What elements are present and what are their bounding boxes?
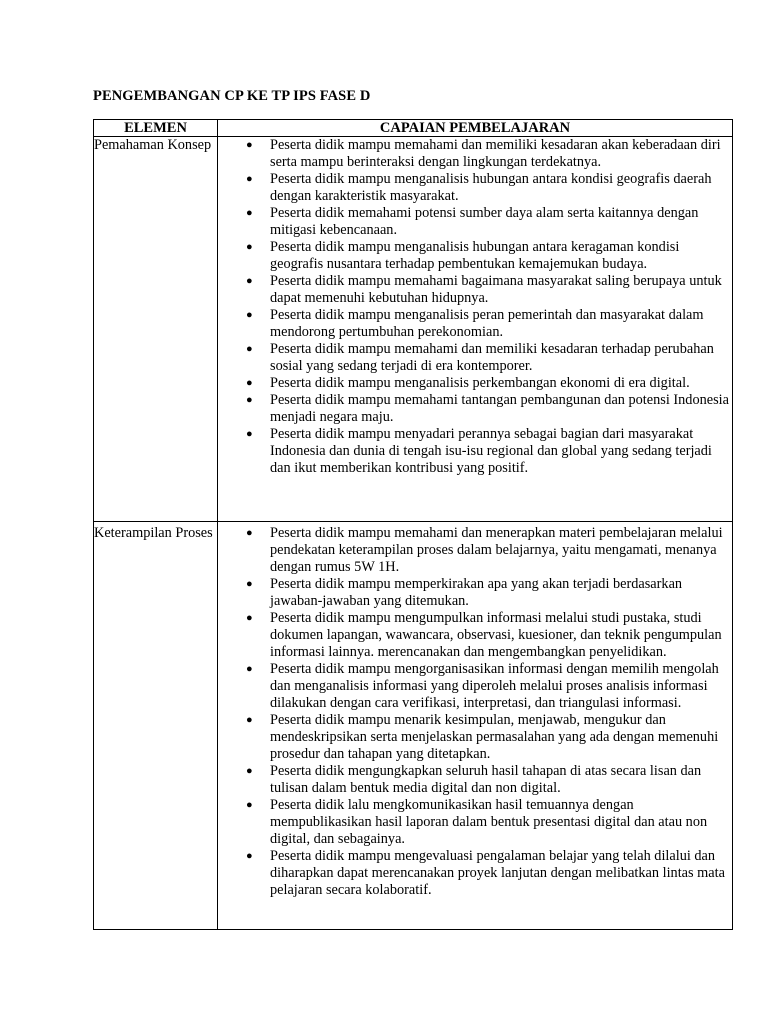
list-item	[246, 137, 732, 171]
list-item	[246, 307, 732, 341]
list-item	[246, 392, 732, 426]
bullet-icon: ●	[246, 428, 253, 440]
capaian-cell	[218, 137, 733, 522]
list-item	[246, 763, 732, 797]
list-item	[246, 239, 732, 273]
list-item-text: Peserta didik mampu memahami dan memiliki kesadaran terhadap perubahan sosial yang sedang terjadi di era kontemporer.	[270, 341, 714, 374]
elemen-cell: Keterampilan Proses	[94, 522, 218, 930]
document-title: PENGEMBANGAN CP KE TP IPS FASE D	[93, 88, 371, 104]
bullet-icon: ●	[246, 612, 253, 624]
list-item	[246, 341, 732, 375]
list-item-text: Peserta didik mengungkapkan seluruh hasil tahapan di atas secara lisan dan tulisan dalam bentuk media digital dan non digital.	[270, 763, 702, 796]
list-item-text: Peserta didik mampu memahami dan menerapkan materi pembelajaran melalui pendekatan keterampilan proses dalam belajarnya, yaitu mengamati, menanya dengan rumus 5W 1H.	[270, 525, 723, 575]
bullet-icon: ●	[246, 377, 253, 389]
table-row	[94, 137, 733, 522]
header-elemen: ELEMEN	[94, 120, 218, 137]
list-item	[246, 712, 732, 763]
list-item-text: Peserta didik mampu mengevaluasi pengalaman belajar yang telah dilalui dan diharapkan dapat merencanakan proyek lanjutan dengan melibatkan lintas mata pelajaran secara kolaboratif.	[270, 848, 725, 898]
table-row	[94, 522, 733, 930]
bullet-icon: ●	[246, 275, 253, 287]
cp-table	[93, 119, 733, 930]
bullet-icon: ●	[246, 139, 253, 151]
list-item	[246, 273, 732, 307]
bullet-icon: ●	[246, 207, 253, 219]
list-item	[246, 375, 732, 392]
list-item-text: Peserta didik mampu mengorganisasikan informasi dengan memilih mengolah dan menganalisis informasi yang diperoleh melalui proses analisis informasi dilakukan dengan cara verifikasi, interpretasi, dan triangulasi informasi.	[270, 661, 719, 711]
list-item	[246, 610, 732, 661]
list-item-text: Peserta didik mampu menganalisis peran pemerintah dan masyarakat dalam mendorong pertumbuhan perekonomian.	[270, 307, 704, 340]
bullet-icon: ●	[246, 850, 253, 862]
list-item-text: Peserta didik mampu mengumpulkan informasi melalui studi pustaka, studi dokumen lapangan, wawancara, observasi, kuesioner, dan teknik pengumpulan informasi lainnya. merencanakan dan mengembangkan penyelidikan.	[270, 610, 722, 660]
list-item	[246, 797, 732, 848]
list-item	[246, 848, 732, 899]
list-item	[246, 205, 732, 239]
list-item-text: Peserta didik mampu memahami dan memiliki kesadaran akan keberadaan diri serta mampu berinteraksi dengan lingkungan terdekatnya.	[270, 137, 721, 170]
bullet-icon: ●	[246, 394, 253, 406]
list-item	[246, 171, 732, 205]
bullet-icon: ●	[246, 765, 253, 777]
list-item	[246, 576, 732, 610]
bullet-icon: ●	[246, 241, 253, 253]
list-item	[246, 525, 732, 576]
list-item-text: Peserta didik mampu memahami tantangan pembangunan dan potensi Indonesia menjadi negara maju.	[270, 392, 729, 425]
capaian-cell	[218, 522, 733, 930]
list-item-text: Peserta didik mampu menganalisis hubungan antara keragaman kondisi geografis nusantara terhadap pembentukan kemajemukan budaya.	[270, 239, 680, 272]
bullet-icon: ●	[246, 714, 253, 726]
bullet-icon: ●	[246, 309, 253, 321]
header-capaian: CAPAIAN PEMBELAJARAN	[218, 120, 733, 137]
bullet-icon: ●	[246, 578, 253, 590]
list-item-text: Peserta didik memahami potensi sumber daya alam serta kaitannya dengan mitigasi kebencanaan.	[270, 205, 699, 238]
bullet-icon: ●	[246, 343, 253, 355]
list-item-text: Peserta didik mampu menarik kesimpulan, menjawab, mengukur dan mendeskripsikan serta menjelaskan permasalahan yang ada dengan memenuhi prosedur dan tahapan yang ditetapkan.	[270, 712, 719, 762]
list-item-text: Peserta didik mampu memahami bagaimana masyarakat saling berupaya untuk dapat memenuhi kebutuhan hidupnya.	[270, 273, 722, 306]
bullet-icon: ●	[246, 527, 253, 539]
table-header-row	[94, 120, 733, 137]
elemen-cell: Pemahaman Konsep	[94, 137, 218, 522]
bullet-icon: ●	[246, 663, 253, 675]
list-item	[246, 426, 732, 477]
list-item-text: Peserta didik mampu menganalisis perkembangan ekonomi di era digital.	[270, 375, 690, 391]
list-item-text: Peserta didik lalu mengkomunikasikan hasil temuannya dengan mempublikasikan hasil laporan dalam bentuk presentasi digital dan atau non digital, dan sebagainya.	[270, 797, 708, 847]
bullet-icon: ●	[246, 173, 253, 185]
bullet-icon: ●	[246, 799, 253, 811]
list-item-text: Peserta didik mampu menganalisis hubungan antara kondisi geografis daerah dengan karakteristik masyarakat.	[270, 171, 712, 204]
capaian-list	[218, 137, 732, 477]
capaian-list	[218, 525, 732, 899]
list-item-text: Peserta didik mampu menyadari perannya sebagai bagian dari masyarakat Indonesia dan dunia di tengah isu-isu regional dan global yang sedang terjadi dan ikut memberikan kontribusi yang positif.	[270, 426, 712, 476]
list-item-text: Peserta didik mampu memperkirakan apa yang akan terjadi berdasarkan jawaban-jawaban yang ditemukan.	[270, 576, 683, 609]
list-item	[246, 661, 732, 712]
